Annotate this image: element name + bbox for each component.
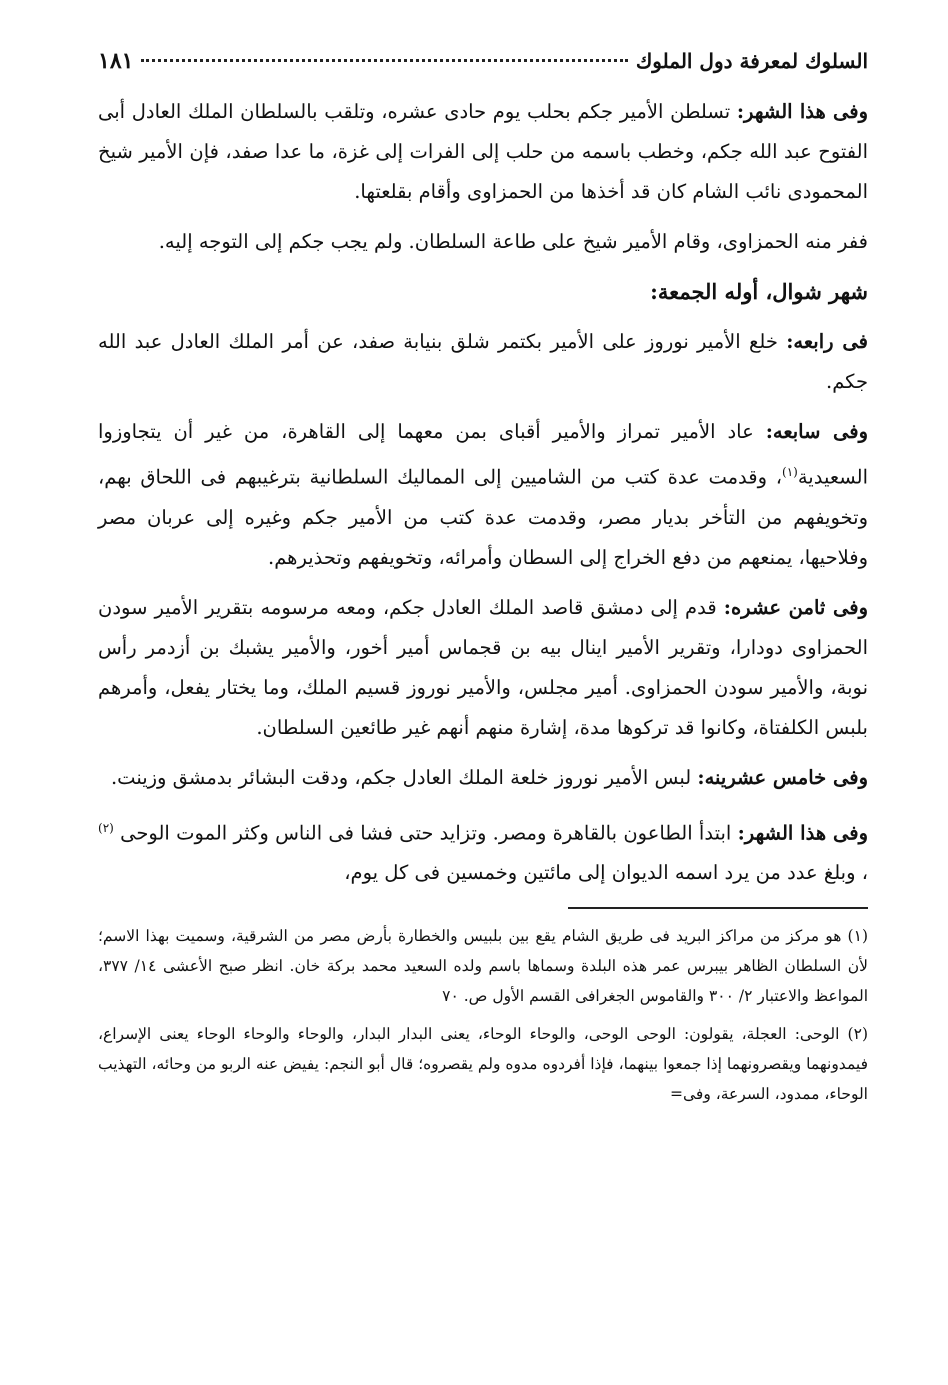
footnote-ref-1[interactable]: (١) [782,465,798,479]
footnote-separator [568,907,868,909]
entry-25th [98,758,868,798]
entry-lead: وفى خامس عشرينه: [697,765,868,789]
footnote-ref-2[interactable]: (٢) [98,820,114,835]
document-page [98,48,868,1117]
paragraph-2 [98,222,868,262]
page-number: ١٨١ [98,48,134,74]
footnote-2 [98,1019,868,1109]
paragraph-text: ففر منه الحمزاوى، وقام الأمير شيخ على طاعة السلطان. ولم يجب جكم إلى التوجه إليه. [158,230,868,253]
paragraph-lead: وفى هذا الشهر: [736,100,868,123]
entry-text-cont: ، وقدمت عدة كتب من الشاميين إلى المماليك السلطانية بترغيبهم فى اللحاق بهم، وتخويفهم من التأخر بديار مصر، وقدمت عدة كتب من الأمير جكم وغيره إلى عربان مصر وفلاحيها، يمنعهم من دفع الخراج إلى السطان وأمرائه، وتخويفهم وتحذيرهم. [98,465,868,569]
entry-this-month [98,808,868,894]
entry-lead: وفى ثامن عشره: [723,595,868,619]
entry-text-cont: ، وبلغ عدد من يرد اسمه الديوان إلى مائتين وخمسين فى كل يوم، [344,861,868,884]
entry-lead: وفى هذا الشهر: [737,821,868,844]
paragraph-text: تسلطن الأمير جكم بحلب يوم حادى عشره، وتلقب بالسلطان الملك العادل أبى الفتوح عبد الله جكم، وخطب باسمه من حلب إلى الفرات إلى غزة، ما عدا صفد، فإن الأمير شيخ المحمودى نائب الشام كان قد أخذها من الحمزاوى وأقام بقلعتها. [98,100,868,203]
footnote-1 [98,921,868,1011]
entry-lead: وفى سابعه: [765,420,868,443]
dotted-leader [141,59,627,62]
paragraph-1 [98,92,868,212]
entry-text: عاد الأمير تمراز والأمير أقباى بمن معهما إلى القاهرة، من غير أن يتجاوزوا السعيدية [98,420,868,489]
entry-text: ابتدأ الطاعون بالقاهرة ومصر. وتزايد حتى فشا فى الناس وكثر الموت الوحى [113,821,738,844]
footnote-number: (٢) [847,1025,868,1043]
entry-lead: فى رابعه: [786,330,868,353]
footnote-text: هو مركز من مراكز البريد فى طريق الشام يقع بين بلبيس والخطارة بأرض مصر من الشرقية، وسميت بهذا الاسم؛ لأن السلطان الظاهر بيبرس عمر هذه البلدة وسماها باسم ولده السعيد محمد بركة خان. انظر صبح الأعشى ١٤/ ٣٧٧، المواعظ والاعتبار ٢/ ٣٠٠ والقاموس الجغرافى القسم الأول ص. ٧٠ [98,927,868,1005]
entry-18th [98,588,868,748]
entry-text: خلع الأمير نوروز على الأمير بكتمر شلق بنيابة صفد، عن أمر الملك العادل عبد الله جكم. [98,330,868,393]
entry-text: لبس الأمير نوروز خلعة الملك العادل جكم، ودقت البشائر بدمشق وزينت. [110,765,698,789]
running-header [98,48,868,92]
footnote-number: (١) [847,927,868,945]
book-title: السلوك لمعرفة دول الملوك [635,49,868,73]
footnote-text: الوحى: العجلة، يقولون: الوحى الوحى، والوحاء الوحاء، يعنى البدار البدار، والوحاء والوحاء الوحاء يعنى الإسراع، فيمدونهما ويقصرونهما إذا جمعوا بينهما، فإذا أفردوه مدوه ولم يقصروه؛ قال أبو النجم: يفيض عنه الربو من وحائه، التهذيب الوحاء، ممدود، السرعة، وفى= [98,1025,868,1103]
entry-7th [98,412,868,578]
entry-text: قدم إلى دمشق قاصد الملك العادل جكم، ومعه مرسومه بتقرير الأمير سودن الحمزاوى دودارا، وتقرير الأمير اينال بيه بن قجماس أمير أخور، والأمير يشبك بن أزدمر رأس نوبة، والأمير سودن الحمزاوى. أمير مجلس، والأمير نوروز قسيم الملك، وما يختار يفعل، وأمرهم بلبس الكلفتاة، وكانوا قد تركوها مدة، إشارة منهم أنهم غير طائعين السلطان. [98,595,868,739]
entry-4th [98,322,868,402]
month-heading: شهر شوال، أوله الجمعة: [650,279,868,304]
